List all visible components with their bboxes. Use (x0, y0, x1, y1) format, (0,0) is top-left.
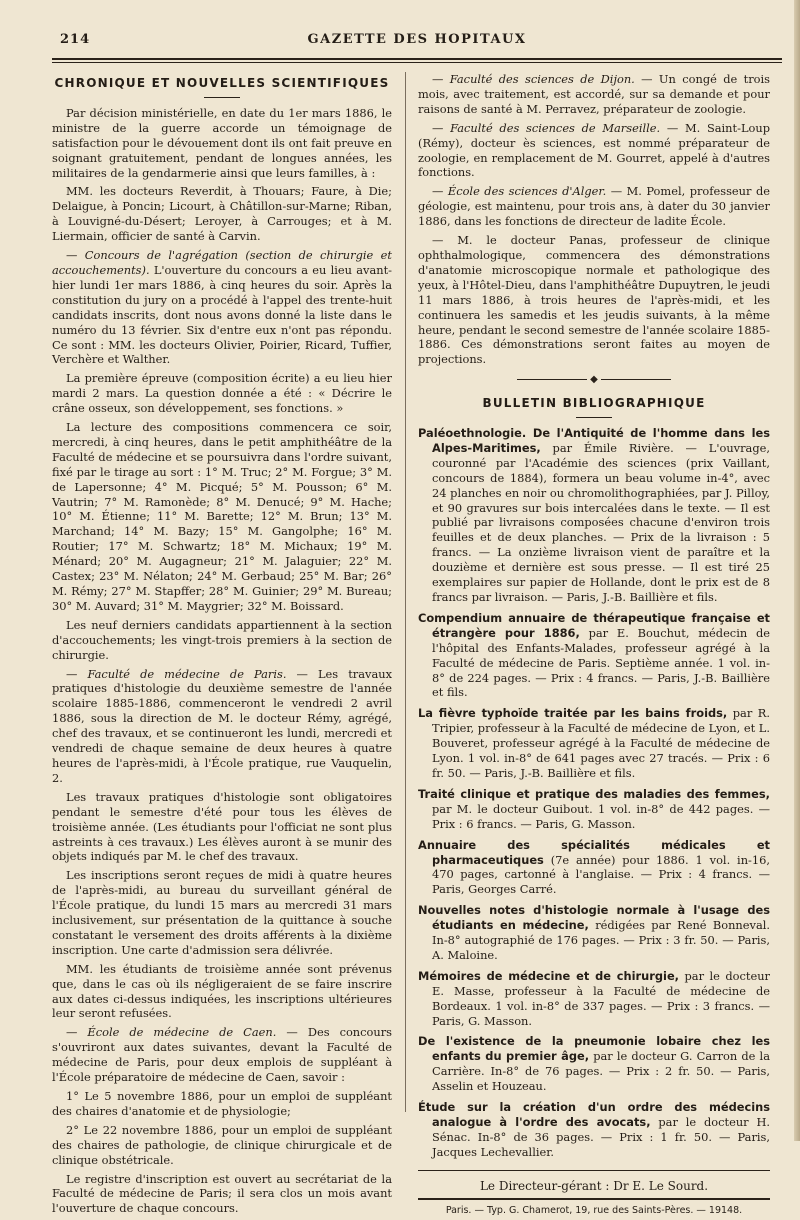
paragraph: Par décision ministérielle, en date du 1er mars 1886, le ministre de la guerre accorde un témoignage de satisfaction pour le dévouement dont ils ont fait preuve en soignant gratuitement, pendant de longues années, les militaires de la gendarmerie ainsi que leurs familles, à : (52, 105, 392, 180)
paragraph-lead: — Faculté de médecine de Paris. (66, 666, 287, 681)
biblio-entry-title: Mémoires de médecine et de chirurgie, (418, 968, 680, 983)
journal-title: GAZETTE DES HOPITAUX (307, 32, 527, 47)
biblio-entry-text: (7e année) pour 1886. 1 vol. in-16, 470 pages, cartonné à l'anglaise. — Prix : 4 francs. — Paris, Georges Carré. (432, 852, 770, 897)
paragraph-lead: — École des sciences d'Alger. (432, 184, 607, 199)
section-title-chronique: CHRONIQUE ET NOUVELLES SCIENTIFIQUES (54, 76, 390, 90)
paragraph (52, 1025, 392, 1085)
title-rule (204, 97, 240, 98)
imprint: Paris. — Typ. G. Chamerot, 19, rue des Saints-Pères. — 19148. (418, 1198, 770, 1219)
biblio-entry (418, 1100, 770, 1160)
biblio-entry-title: Étude sur la création d'un ordre des médecins analogue à l'ordre des avocats, (418, 1100, 770, 1129)
paragraph-text: L'ouverture du concours a eu lieu avant-hier lundi 1er mars 1886, à cinq heures du soir. Après la constitution du jury on a procédé à l'appel des trente-huit candidats inscrits, dont nous avons donné la liste dans le numéro du 13 février. Six d'entre eux n'ont pas répondu. Ce sont : MM. les docteurs Olivier, Poirier, Ricard, Tuffier, Verchère et Walther. (52, 262, 392, 367)
biblio-entry-title: Paléoethnologie. De l'Antiquité de l'homme dans les Alpes-Maritimes, (418, 426, 770, 455)
paragraph: 1° Le 5 novembre 1886, pour un emploi de suppléant des chaires d'anatomie et de physiologie; (52, 1089, 392, 1118)
left-column (52, 72, 392, 1220)
header-rule-thin (52, 62, 782, 63)
paragraph (52, 667, 392, 786)
section-title-bulletin: BULLETIN BIBLIOGRAPHIQUE (482, 396, 706, 411)
running-head (52, 28, 782, 50)
biblio-entry-text: par Émile Rivière. — L'ouvrage, couronné par l'Académie des sciences (prix Vaillant, concours de 1884), formera un beau volume in-4°, avec 24 planches en noir ou chromolithographiées, par J. Pilloy, et 90 gravures sur bois intercalées dans le texte. — Il est publié par livraisons composées chacune d'environ trois feuilles et de deux planches. — Prix de la livraison : 5 francs. — La onzième livraison vient de paraître et la douzième et dernière est sous presse. — Il est tiré 25 exemplaires sur papier de Hollande, dont le prix est de 8 francs par livraison. — Paris, J.-B. Baillière et fils. (432, 440, 770, 604)
biblio-list (418, 426, 770, 1160)
paragraph-text: — Les travaux pratiques d'histologie du deuxième semestre de l'année scolaire 1885-1886, commenceront le vendredi 2 avril 1886, sous la direction de M. le docteur Rémy, agrégé, chef des travaux, et se continueront les lundi, mercredi et vendredi de chaque semaine de deux heures à quatre heures de l'après-midi, à l'École pratique, rue Vauquelin, 2. (52, 666, 392, 785)
biblio-entry-title: Compendium annuaire de thérapeutique française et étrangère pour 1886, (418, 610, 770, 640)
biblio-entry (418, 903, 770, 963)
biblio-entry-text: par M. le docteur Guibout. 1 vol. in-8° de 442 pages. — Prix : 6 francs. — Paris, G. Masson. (432, 801, 770, 831)
biblio-entry-text: par E. Bouchut, médecin de l'hôpital des Enfants-Malades, professeur agrégé à la Faculté de médecine de Paris. Septième année. 1 vol. in-8° de 224 pages. — Prix : 4 francs. — Paris, J.-B. Baillière et fils. (432, 625, 770, 700)
right-column (418, 72, 770, 1219)
biblio-entry-title: La fièvre typhoïde traitée par les bains froids, (418, 706, 728, 721)
newspaper-page (52, 28, 782, 1216)
paragraph: Le registre d'inscription est ouvert au secrétariat de la Faculté de médecine de Paris; il sera clos un mois avant l'ouverture de chaque concours. (52, 1171, 392, 1216)
paragraph: — M. le docteur Panas, professeur de clinique ophthalmologique, commencera des démonstrations d'anatomie microscopique normale et pathologique des yeux, à l'Hôtel-Dieu, dans l'amphithéâtre Dupuytren, le jeudi 11 mars 1886, à trois heures de l'après-midi, et les continuera les samedis et les jeudis suivants, à la même heure, pendant le second semestre de l'année scolaire 1885-1886. Ces démonstrations seront faites au moyen de projections. (418, 233, 770, 367)
paragraph: MM. les docteurs Reverdit, à Thouars; Faure, à Die; Delaigue, à Poncin; Licourt, à Châtillon-sur-Marne; Riban, à Louvigné-du-Désert; Leroyer, à Carrouges; et à M. Liermain, officier de santé à Carvin. (52, 184, 392, 244)
biblio-entry-text: par le docteur G. Carron de la Carrière. In-8° de 76 pages. — Prix : 2 fr. 50. — Paris, Asselin et Houzeau. (432, 1049, 770, 1094)
biblio-entry-text: rédigées par René Bonneval. In-8° autographié de 176 pages. — Prix : 3 fr. 50. — Paris, A. Maloine. (432, 918, 770, 962)
biblio-entry-text: par R. Tripier, professeur à la Faculté de médecine de Lyon, et L. Bouveret, professeur agrégé à la Faculté de médecine de Lyon. 1 vol. in-8° de 641 pages avec 27 tracés. — Prix : 6 fr. 50. — Paris, J.-B. Baillière et fils. (432, 706, 771, 780)
paragraph (52, 248, 392, 367)
paragraph-lead: — Faculté des sciences de Dijon. (432, 72, 635, 86)
paragraph (418, 184, 770, 229)
paragraph: Les travaux pratiques d'histologie sont obligatoires pendant le semestre d'été pour tous les élèves de troisième année. (Les étudiants pour l'officiat ne sont plus astreints à ces travaux.) Les élèves auront à se munir des objets indiqués par M. le chef des travaux. (52, 789, 392, 864)
paragraph: Les inscriptions seront reçues de midi à quatre heures de l'après-midi, au bureau du surveillant général de l'École pratique, du lundi 15 mars au mercredi 31 mars inclusivement, sur présentation de la quittance à souche constatant le versement des droits afférents à la dixième inscription. Une carte d'admission sera délivrée. (52, 868, 392, 957)
biblio-entry-title: Traité clinique et pratique des maladies des femmes, (418, 786, 770, 801)
paragraph-lead: — École de médecine de Caen. (66, 1025, 277, 1040)
paragraph-lead: — Faculté des sciences de Marseille. (432, 120, 661, 135)
biblio-entry (418, 969, 770, 1029)
paragraph: Les neuf derniers candidats appartiennent à la section d'accouchements; les vingt-trois premiers à la section de chirurgie. (52, 617, 392, 662)
biblio-entry-title: De l'existence de la pneumonie lobaire chez les enfants du premier âge, (418, 1034, 770, 1064)
title-rule (576, 417, 612, 418)
biblio-entry (418, 838, 770, 898)
paragraph-lead: — Concours de l'agrégation (section de chirurgie et accouchements). (52, 248, 392, 277)
paragraph-text: — Des concours s'ouvriront aux dates suivantes, devant la Faculté de médecine de Paris, pour deux emplois de suppléant à l'École préparatoire de médecine de Caen, savoir : (52, 1025, 393, 1085)
header-rule (52, 58, 782, 60)
biblio-entry-text: par le docteur E. Masse, professeur à la Faculté de médecine de Bordeaux. 1 vol. in-8° de 337 pages. — Prix : 3 francs. — Paris, G. Masson. (432, 968, 770, 1028)
biblio-entry-title: Annuaire des spécialités médicales et pharmaceutiques (418, 837, 770, 867)
biblio-entry (418, 787, 770, 832)
signature: Le Directeur-gérant : Dr E. Le Sourd. (418, 1170, 770, 1194)
paragraph: La première épreuve (composition écrite) a eu lieu hier mardi 2 mars. La question donnée a été : « Décrire le crâne osseux, son développement, ses fonctions. » (52, 371, 392, 416)
paragraph: MM. les étudiants de troisième année sont prévenus que, dans le cas où ils négligeraient de se faire inscrire aux dates ci-dessus indiquées, les inscriptions ultérieures leur seront refusées. (52, 961, 392, 1021)
biblio-entry-text: par le docteur H. Sénac. In-8° de 36 pages. — Prix : 1 fr. 50. — Paris, Jacques Lechevallier. (432, 1115, 770, 1159)
column-divider (405, 72, 406, 1112)
paragraph: La lecture des compositions commencera ce soir, mercredi, à cinq heures, dans le petit amphithéâtre de la Faculté de médecine et se poursuivra dans l'ordre suivant, fixé par le tirage au sort : 1° M. Truc; 2° M. Forgue; 3° M. de Lapersonne; 4° M. Picqué; 5° M. Pousson; 6° M. Vautrin; 7° M. Ramonède; 8° M. Denucé; 9° M. Hache; 10° M. Étienne; 11° M. Barette; 12° M. Brun; 13° M. Marchand; 14° M. Bazy; 15° M. Gangolphe; 16° M. Routier; 17° M. Schwartz; 18° M. Michaux; 19° M. Ménard; 20° M. Augagneur; 21° M. Jalaguier; 22° M. Castex; 23° M. Nélaton; 24° M. Gerbaud; 25° M. Bar; 26° M. Rémy; 27° M. Stapffer; 28° M. Guinier; 29° M. Bureau; 30° M. Auvard; 31° M. Maygrier; 32° M. Boissard. (52, 420, 392, 613)
biblio-entry (418, 611, 770, 700)
paragraph-text: — M. Pomel, professeur de géologie, est maintenu, pour trois ans, à dater du 30 janvier 1886, dans les fonctions de directeur de ladite École. (418, 184, 770, 229)
paragraph: 2° Le 22 novembre 1886, pour un emploi de suppléant des chaires de pathologie, de clinique chirurgicale et de clinique obstétricale. (52, 1122, 392, 1167)
page-edge (794, 0, 800, 1141)
page-number: 214 (60, 32, 91, 47)
biblio-entry (418, 426, 770, 605)
biblio-entry-title: Nouvelles notes d'histologie normale à l'usage des étudiants en médecine, (418, 903, 770, 933)
biblio-entry (418, 1034, 770, 1094)
paragraph-text: — Un congé de trois mois, avec traitement, est accordé, sur sa demande et pour raisons de santé à M. Perravez, préparateur de zoologie. (418, 72, 770, 116)
paragraph (418, 72, 770, 117)
paragraph (418, 121, 770, 181)
ornament-divider: ◆ (418, 373, 770, 388)
biblio-entry (418, 706, 770, 781)
paragraph-text: — M. Saint-Loup (Rémy), docteur ès sciences, est nommé préparateur de zoologie, en remplacement de M. Gourret, appelé à d'autres fonctions. (418, 120, 770, 180)
